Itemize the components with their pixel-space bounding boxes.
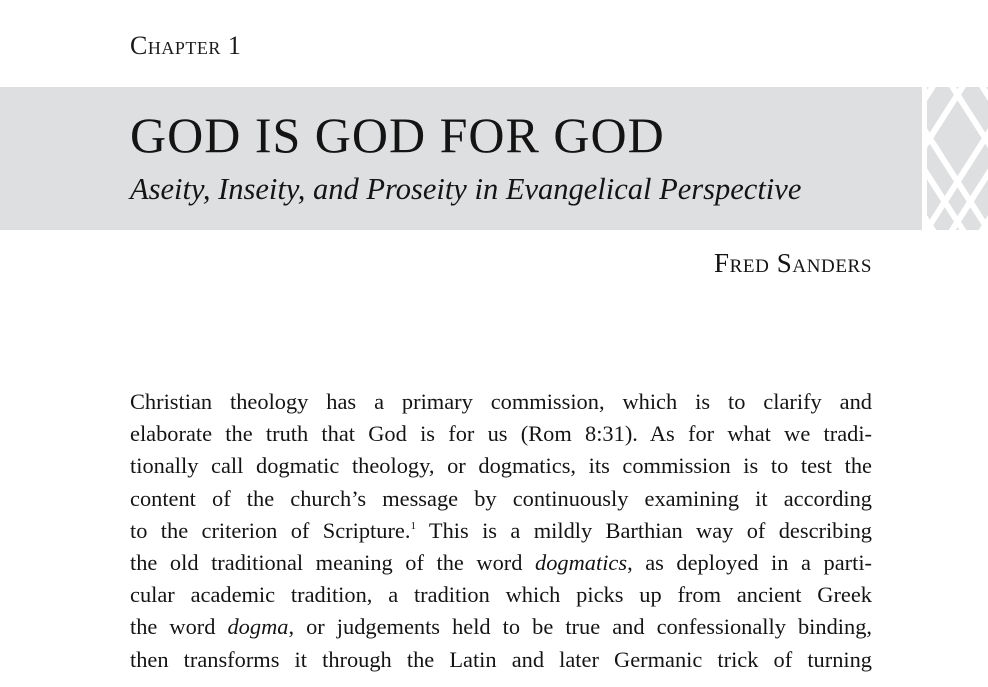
body-line: then transforms it through the Latin and later Germanic trick of turning [130,646,872,672]
author-name: Fred Sanders [714,248,872,278]
chapter-label: Chapter 1 [130,31,242,60]
chapter-title: GOD IS GOD FOR GOD [130,107,665,163]
body-text-segment: , as deployed in a parti- [627,550,873,576]
body-line [130,611,872,643]
body-line: elaborate the truth that God is for us (Rom 8:31). As for what we tradi- [130,421,872,447]
body-line: Christian theology has a primary commission, which is to clarify and [130,389,872,414]
emphasis-term: dogma [227,614,289,640]
body-line [130,515,872,547]
footnote-reference[interactable]: 1 [410,519,416,532]
body-text-segment: the word [130,614,228,640]
body-text-segment: the old traditional meaning of the word [130,550,536,576]
emphasis-term: dogmatics [535,550,628,576]
lattice-ornament [927,87,988,230]
body-text-segment: to the criterion of Scripture. [130,517,411,543]
body-line: content of the church’s message by continuously examining it according [130,485,872,511]
body-line: cular academic tradition, a tradition which picks up from ancient Greek [130,582,872,608]
chapter-subtitle: Aseity, Inseity, and Proseity in Evangelical Perspective [130,172,802,206]
body-line: tionally call dogmatic theology, or dogmatics, its commission is to test the [130,453,872,479]
body-paragraph [130,386,872,676]
chapter-title-band [0,87,922,230]
body-text-segment: This is a mildly Barthian way of describing [415,517,872,543]
body-text-segment: , or judgements held to be true and confessionally binding, [288,614,872,640]
body-line [130,547,872,579]
